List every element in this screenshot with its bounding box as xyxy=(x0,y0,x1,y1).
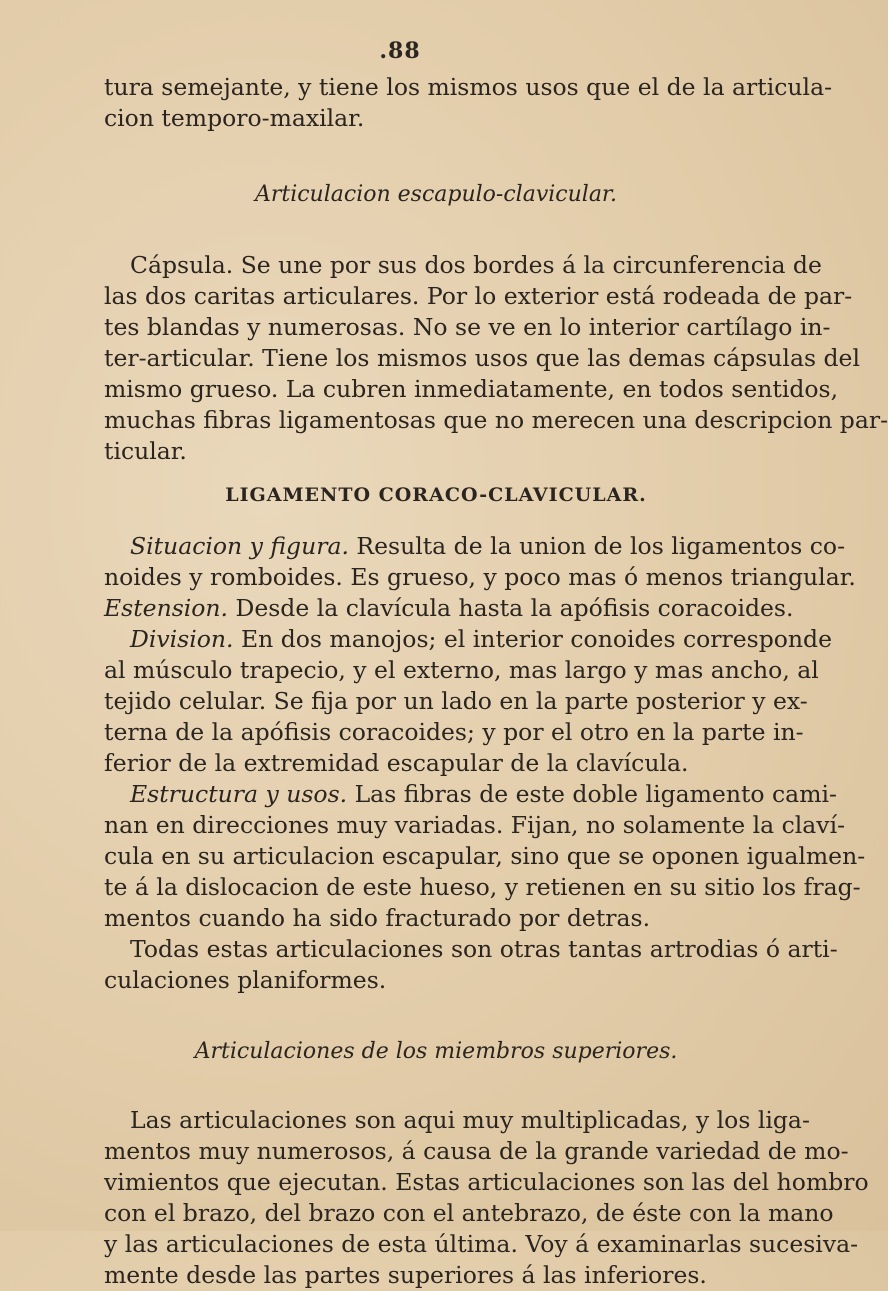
text-line: Las articulaciones son aqui muy multiplicadas, y los liga- xyxy=(130,1106,810,1134)
text-line: nan en direcciones muy variadas. Fijan, no solamente la claví- xyxy=(104,811,846,839)
text-line xyxy=(104,624,832,655)
page-text xyxy=(104,72,888,1291)
label-situacion: Situacion y figura. xyxy=(130,532,349,560)
text-line: noides y romboides. Es grueso, y poco mas ó menos triangular. xyxy=(104,563,856,591)
section-heading-ligamento: LIGAMENTO CORACO-CLAVICULAR. xyxy=(225,484,647,506)
text-line xyxy=(104,531,846,562)
text-line: terna de la apófisis coracoides; y por el otro en la parte in- xyxy=(104,718,804,746)
text-run: Las fibras de este doble ligamento cami- xyxy=(347,780,837,808)
text-line: te á la dislocacion de este hueso, y retienen en su sitio los frag- xyxy=(104,873,861,901)
text-line: las dos caritas articulares. Por lo exterior está rodeada de par- xyxy=(104,282,853,310)
text-line: con el brazo, del brazo con el antebrazo, de éste con la mano xyxy=(104,1199,834,1227)
text-line: Cápsula. Se une por sus dos bordes á la circunferencia de xyxy=(130,251,822,279)
text-run: Desde la clavícula hasta la apófisis coracoides. xyxy=(228,594,794,622)
text-line: vimientos que ejecutan. Estas articulaciones son las del hombro xyxy=(104,1168,869,1196)
text-line xyxy=(104,593,794,624)
text-line: ter-articular. Tiene los mismos usos que las demas cápsulas del xyxy=(104,344,860,372)
text-run: En dos manojos; el interior conoides corresponde xyxy=(233,625,832,653)
text-line: muchas fibras ligamentosas que no merecen una descripcion par- xyxy=(104,406,888,434)
label-division: Division. xyxy=(130,625,234,653)
text-line: mentos muy numerosos, á causa de la grande variedad de mo- xyxy=(104,1137,849,1165)
text-line: mentos cuando ha sido fracturado por detras. xyxy=(104,904,651,932)
section-heading-escapulo-clavicular: Articulacion escapulo-clavicular. xyxy=(254,182,618,207)
text-line: ferior de la extremidad escapular de la clavícula. xyxy=(104,749,689,777)
text-line: al músculo trapecio, y el externo, mas largo y mas ancho, al xyxy=(104,656,819,684)
text-line: tes blandas y numerosas. No se ve en lo interior cartílago in- xyxy=(104,313,831,341)
text-line: mismo grueso. La cubren inmediatamente, en todos sentidos, xyxy=(104,375,839,403)
text-line: cion temporo-maxilar. xyxy=(104,104,365,132)
text-line: tura semejante, y tiene los mismos usos que el de la articula- xyxy=(104,73,833,101)
label-estructura: Estructura y usos. xyxy=(130,780,348,808)
text-line: tejido celular. Se fija por un lado en la parte posterior y ex- xyxy=(104,687,808,715)
text-line: mente desde las partes superiores á las inferiores. xyxy=(104,1261,707,1289)
text-line: culaciones planiformes. xyxy=(104,966,387,994)
text-line: ticular. xyxy=(104,437,187,465)
text-line: Todas estas articulaciones son otras tantas artrodias ó arti- xyxy=(130,935,838,963)
page-number: .88 xyxy=(379,38,421,64)
section-heading-miembros-superiores: Articulaciones de los miembros superiores. xyxy=(194,1039,678,1064)
text-line xyxy=(104,779,837,810)
label-estension: Estension. xyxy=(104,594,229,622)
text-line: cula en su articulacion escapular, sino que se oponen igualmen- xyxy=(104,842,866,870)
text-line: y las articulaciones de esta última. Voy á examinarlas sucesiva- xyxy=(104,1230,859,1258)
text-run: Resulta de la union de los ligamentos co- xyxy=(348,532,846,560)
